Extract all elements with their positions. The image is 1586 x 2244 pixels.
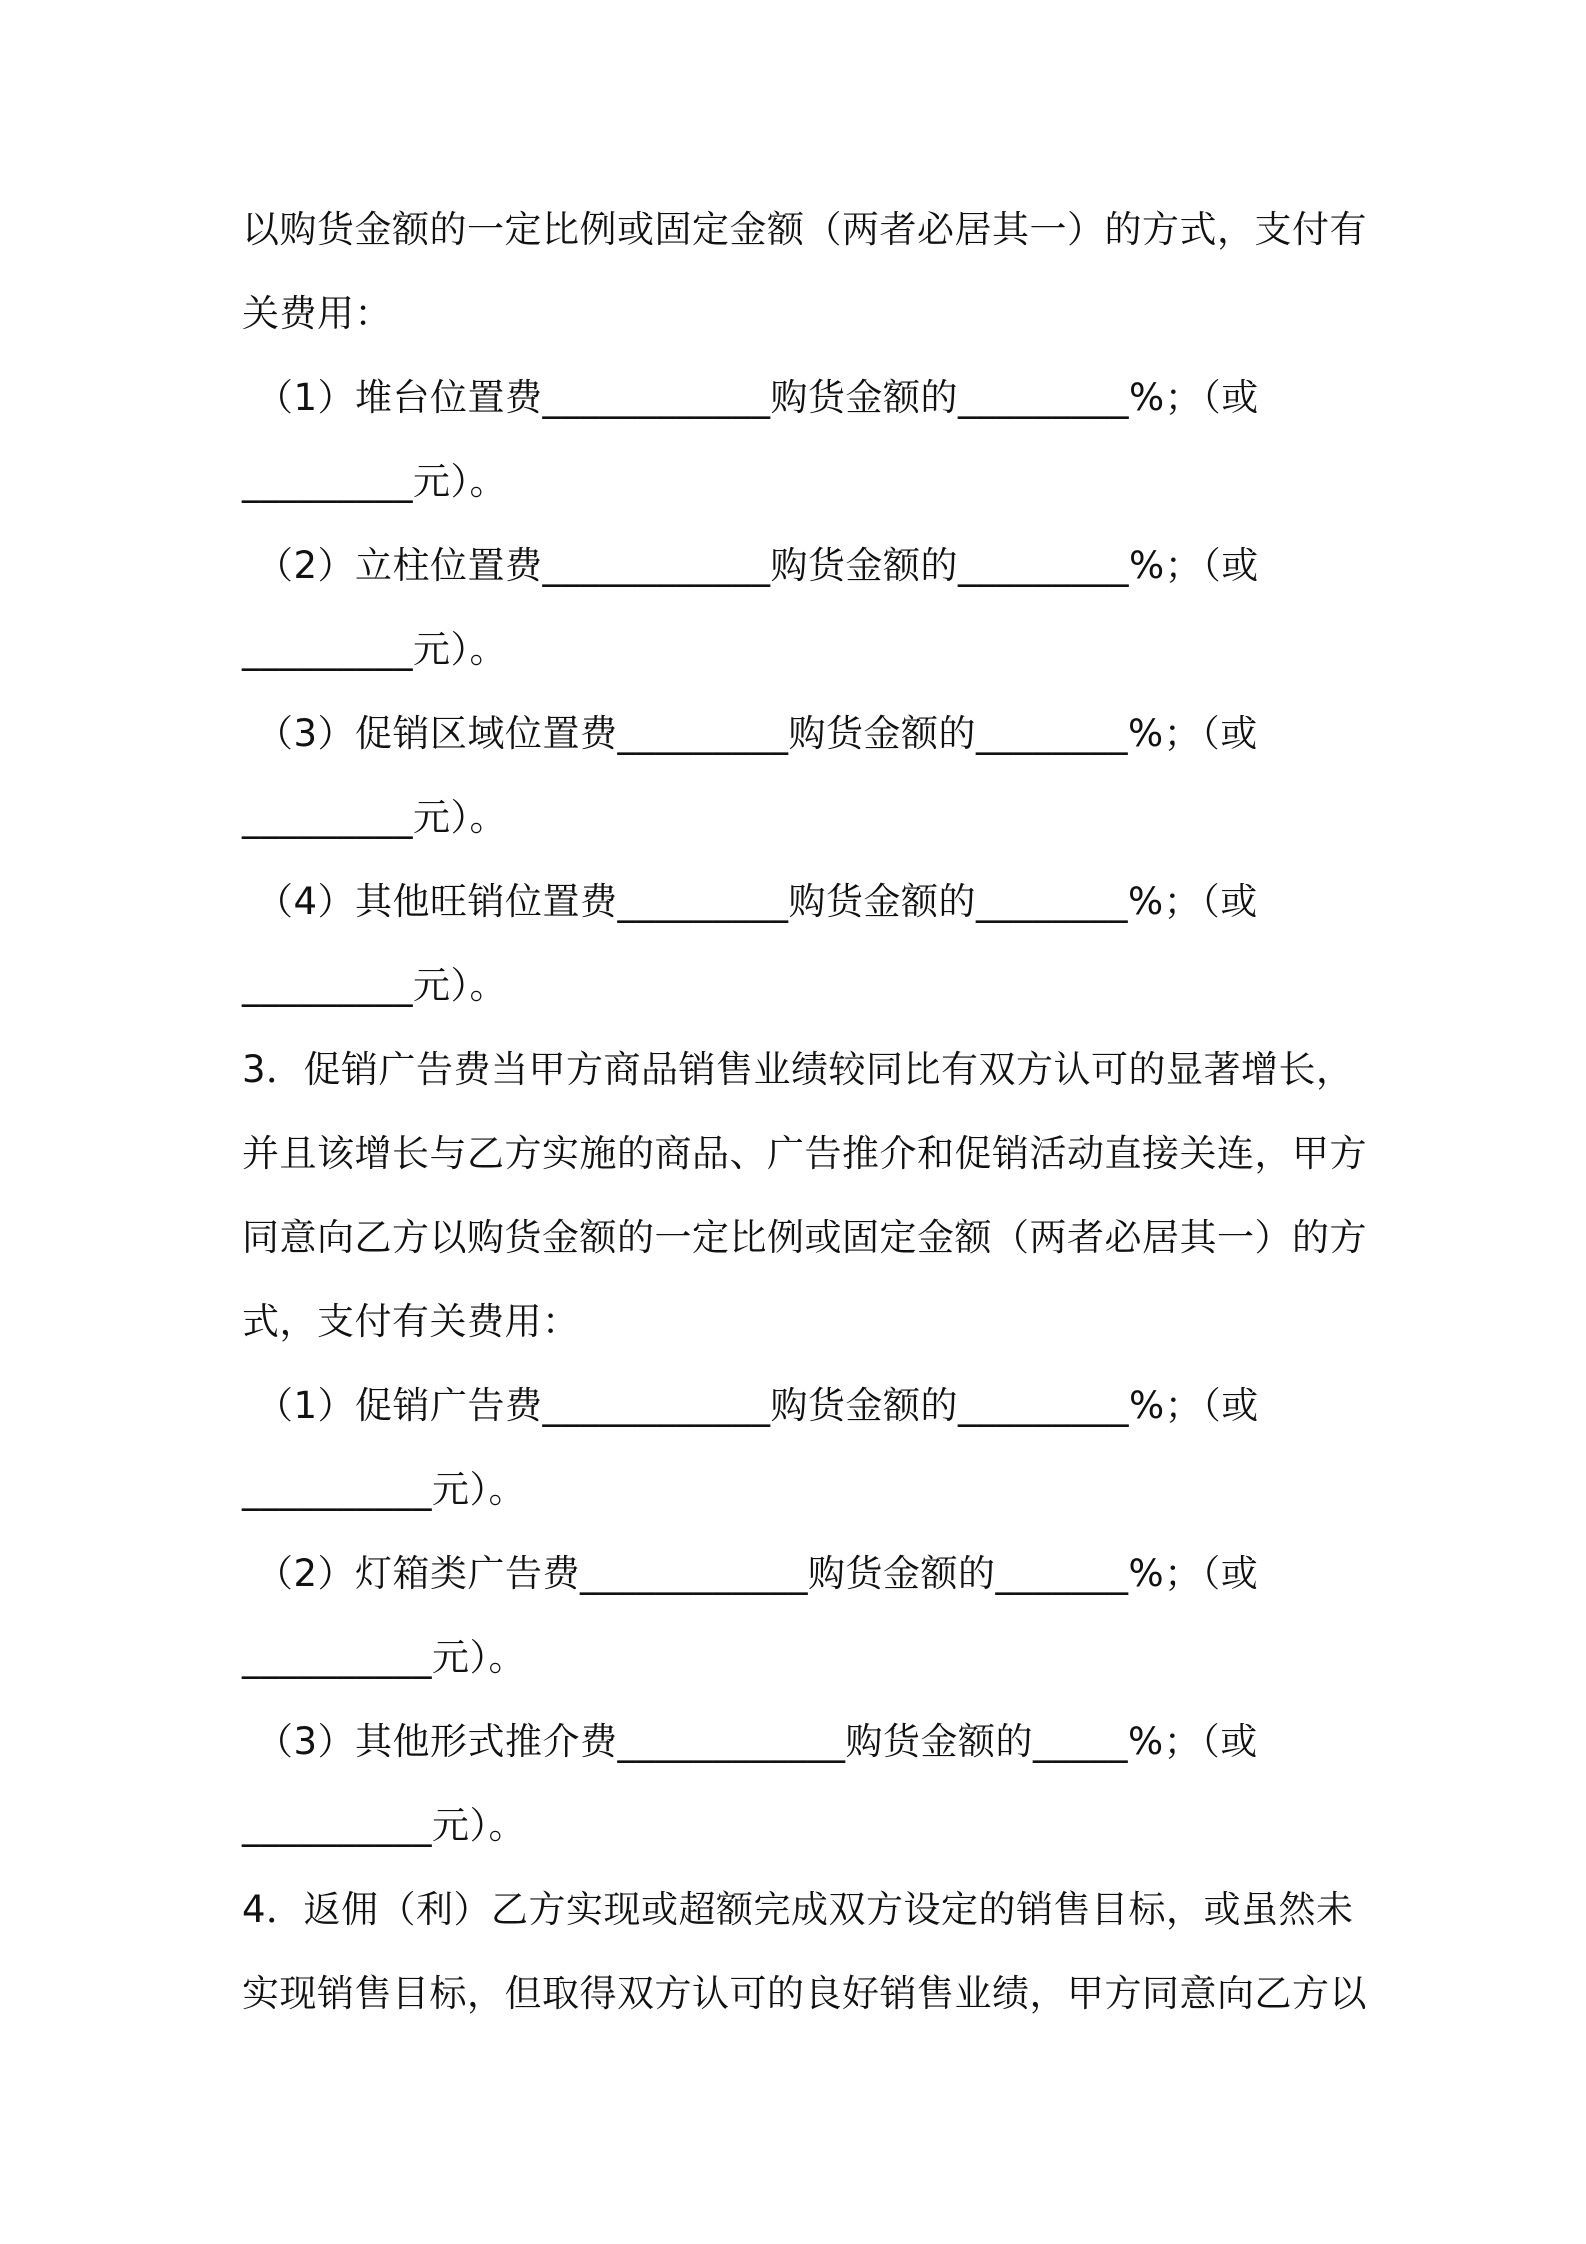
fee-amount-line: __________元）。 <box>242 1468 526 1511</box>
fee-item-line: （4）其他旺销位置费_________购货金额的________%；（或 <box>256 880 1258 923</box>
fee-item-line: （1）促销广告费____________购货金额的_________%；（或 <box>256 1384 1259 1427</box>
body-text-line: 以购货金额的一定比例或固定金额（两者必居其一）的方式，支付有 <box>242 208 1367 251</box>
fee-item-line: （2）灯箱类广告费____________购货金额的_______%；（或 <box>256 1552 1259 1595</box>
body-text-line: 实现销售目标，但取得双方认可的良好销售业绩，甲方同意向乙方以 <box>242 1972 1367 2015</box>
body-text-line: 关费用： <box>242 292 392 335</box>
fee-amount-line: _________元）。 <box>242 964 507 1007</box>
fee-item-line: （1）堆台位置费____________购货金额的_________%；（或 <box>256 376 1259 419</box>
fee-item-line: （3）其他形式推介费____________购货金额的_____%；（或 <box>256 1720 1258 1763</box>
body-text-line: 并且该增长与乙方实施的商品、广告推介和促销活动直接关连，甲方 <box>242 1132 1367 1175</box>
fee-amount-line: _________元）。 <box>242 460 507 503</box>
section-heading-line: 4．返佣（利）乙方实现或超额完成双方设定的销售目标，或虽然未 <box>242 1888 1354 1931</box>
fee-amount-line: __________元）。 <box>242 1804 526 1847</box>
fee-amount-line: __________元）。 <box>242 1636 526 1679</box>
fee-item-line: （2）立柱位置费____________购货金额的_________%；（或 <box>256 544 1259 587</box>
body-text-line: 式，支付有关费用： <box>242 1300 580 1343</box>
fee-item-line: （3）促销区域位置费_________购货金额的________%；（或 <box>256 712 1258 755</box>
fee-amount-line: _________元）。 <box>242 628 507 671</box>
section-heading-line: 3．促销广告费当甲方商品销售业绩较同比有双方认可的显著增长， <box>242 1048 1354 1091</box>
body-text-line: 同意向乙方以购货金额的一定比例或固定金额（两者必居其一）的方 <box>242 1216 1367 1259</box>
fee-amount-line: _________元）。 <box>242 796 507 839</box>
